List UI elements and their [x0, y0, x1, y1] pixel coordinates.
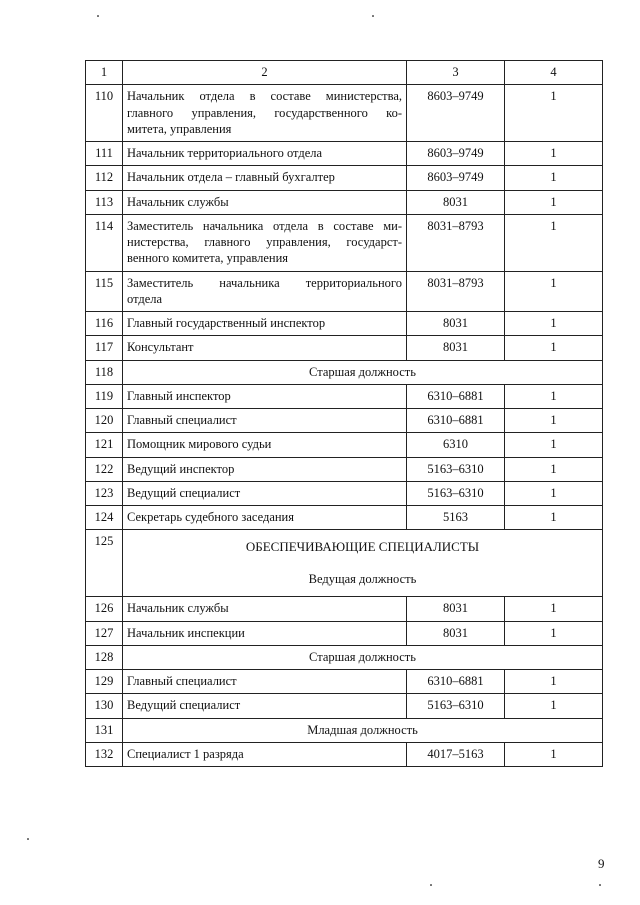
position-count: 1	[505, 481, 603, 505]
salary-code: 8603–9749	[407, 142, 505, 166]
position-count: 1	[505, 621, 603, 645]
position-title	[123, 481, 407, 505]
position-count: 1	[505, 506, 603, 530]
position-count: 1	[505, 384, 603, 408]
row-number: 120	[86, 409, 123, 433]
salary-code: 5163	[407, 506, 505, 530]
position-title	[123, 457, 407, 481]
header-col-2: 2	[123, 61, 407, 85]
salary-code: 6310	[407, 433, 505, 457]
row-number: 115	[86, 271, 123, 312]
row-number: 117	[86, 336, 123, 360]
position-title	[123, 433, 407, 457]
scan-speck	[430, 884, 432, 886]
salary-code: 5163–6310	[407, 481, 505, 505]
section-heading-cell	[123, 530, 603, 597]
table-row	[86, 166, 603, 190]
table-row	[86, 433, 603, 457]
position-count: 1	[505, 409, 603, 433]
salary-code: 8603–9749	[407, 85, 505, 142]
position-title-line: Начальник службы	[127, 194, 229, 209]
row-number: 112	[86, 166, 123, 190]
position-count: 1	[505, 457, 603, 481]
row-number: 126	[86, 597, 123, 621]
salary-code: 6310–6881	[407, 384, 505, 408]
position-title-line: Помощник мирового судьи	[127, 437, 272, 452]
row-number: 132	[86, 742, 123, 766]
table-row	[86, 694, 603, 718]
position-title	[123, 621, 407, 645]
table-row	[86, 506, 603, 530]
table-row	[86, 670, 603, 694]
position-title-line: Начальник отдела – главный бухгалтер	[127, 170, 335, 185]
position-title	[123, 142, 407, 166]
position-title	[123, 190, 407, 214]
salary-code: 8031	[407, 190, 505, 214]
position-title	[123, 670, 407, 694]
position-title-line: Секретарь судебного заседания	[127, 510, 294, 524]
salary-code: 8031–8793	[407, 214, 505, 271]
row-number: 110	[86, 85, 123, 142]
table-row	[86, 481, 603, 505]
salary-code: 6310–6881	[407, 409, 505, 433]
position-title	[123, 694, 407, 718]
salary-code: 6310–6881	[407, 670, 505, 694]
position-count: 1	[505, 312, 603, 336]
table-row	[86, 457, 603, 481]
position-title-line: Ведущий специалист	[127, 698, 241, 713]
scan-speck	[27, 838, 29, 840]
row-number: 114	[86, 214, 123, 271]
positions-table	[85, 60, 603, 767]
row-number: 124	[86, 506, 123, 530]
position-title-line: Начальник отдела в составе министерства,	[127, 89, 402, 104]
position-title	[123, 214, 407, 271]
row-number: 128	[86, 645, 123, 669]
table-row	[86, 597, 603, 621]
position-count: 1	[505, 742, 603, 766]
salary-code: 5163–6310	[407, 694, 505, 718]
table-row	[86, 85, 603, 142]
position-count: 1	[505, 597, 603, 621]
table-row	[86, 190, 603, 214]
table-row	[86, 312, 603, 336]
salary-code: 8031–8793	[407, 271, 505, 312]
position-title	[123, 409, 407, 433]
scan-speck	[599, 884, 601, 886]
position-title-line: Главный специалист	[127, 413, 237, 427]
salary-code: 8031	[407, 597, 505, 621]
position-count: 1	[505, 694, 603, 718]
table-row	[86, 214, 603, 271]
row-number: 129	[86, 670, 123, 694]
position-title-line: Начальник инспекции	[127, 625, 245, 640]
salary-code: 4017–5163	[407, 742, 505, 766]
position-title-line: отдела	[127, 291, 163, 306]
table-row	[86, 530, 603, 597]
table-row	[86, 742, 603, 766]
row-number: 111	[86, 142, 123, 166]
position-title	[123, 336, 407, 360]
table-row	[86, 360, 603, 384]
table-row	[86, 621, 603, 645]
position-count: 1	[505, 142, 603, 166]
header-col-4: 4	[505, 61, 603, 85]
position-title	[123, 166, 407, 190]
position-title-line: главного управления, государственного ко-	[127, 105, 402, 120]
section-subtitle: Ведущая должность	[308, 572, 417, 587]
row-number: 127	[86, 621, 123, 645]
table-row	[86, 718, 603, 742]
table-row	[86, 384, 603, 408]
position-title	[123, 312, 407, 336]
row-number: 119	[86, 384, 123, 408]
row-number: 113	[86, 190, 123, 214]
salary-code: 8603–9749	[407, 166, 505, 190]
position-title-line: Главный инспектор	[127, 388, 231, 403]
position-title-line: Начальник службы	[127, 601, 229, 616]
position-title-line: Консультант	[127, 340, 194, 355]
position-count: 1	[505, 85, 603, 142]
position-title-line: Заместитель начальника отдела в составе ми-	[127, 218, 402, 233]
salary-code: 5163–6310	[407, 457, 505, 481]
position-title	[123, 384, 407, 408]
scan-speck	[97, 15, 99, 17]
position-count: 1	[505, 214, 603, 271]
scan-speck	[372, 15, 374, 17]
table-row	[86, 409, 603, 433]
position-title-line: Главный государственный инспектор	[127, 316, 326, 330]
row-number: 121	[86, 433, 123, 457]
row-number: 118	[86, 360, 123, 384]
position-title-line: Ведущий специалист	[127, 485, 241, 500]
position-title-line: митета, управления	[127, 121, 232, 136]
position-count: 1	[505, 670, 603, 694]
position-count: 1	[505, 433, 603, 457]
page-number: 9	[598, 856, 605, 871]
position-title	[123, 597, 407, 621]
position-title-line: Специалист 1 разряда	[127, 746, 244, 761]
position-title	[123, 271, 407, 312]
position-title-line: нистерства, главного управления, государст-	[127, 235, 402, 249]
row-number: 130	[86, 694, 123, 718]
position-title-line: Начальник территориального отдела	[127, 146, 323, 160]
table-row	[86, 336, 603, 360]
header-col-3: 3	[407, 61, 505, 85]
position-title	[123, 506, 407, 530]
position-count: 1	[505, 190, 603, 214]
position-title-line: Заместитель начальника территориального	[127, 275, 402, 290]
table-row	[86, 142, 603, 166]
category-heading: Старшая должность	[123, 645, 603, 669]
position-title	[123, 85, 407, 142]
position-count: 1	[505, 166, 603, 190]
position-title-line: Главный специалист	[127, 674, 237, 689]
table-header-row	[86, 61, 603, 85]
row-number: 123	[86, 481, 123, 505]
section-title: ОБЕСПЕЧИВАЮЩИЕ СПЕЦИАЛИСТЫ	[245, 539, 480, 555]
position-count: 1	[505, 336, 603, 360]
header-col-1: 1	[86, 61, 123, 85]
salary-code: 8031	[407, 621, 505, 645]
table-row	[86, 271, 603, 312]
salary-code: 8031	[407, 336, 505, 360]
category-heading: Старшая должность	[123, 360, 603, 384]
row-number: 122	[86, 457, 123, 481]
row-number: 116	[86, 312, 123, 336]
table-row	[86, 645, 603, 669]
table-body	[86, 85, 603, 767]
position-title-line: Ведущий инспектор	[127, 461, 235, 476]
position-title	[123, 742, 407, 766]
position-title-line: венного комитета, управления	[127, 251, 289, 266]
row-number: 131	[86, 718, 123, 742]
row-number: 125	[86, 530, 123, 597]
position-count: 1	[505, 271, 603, 312]
salary-code: 8031	[407, 312, 505, 336]
category-heading: Младшая должность	[123, 718, 603, 742]
